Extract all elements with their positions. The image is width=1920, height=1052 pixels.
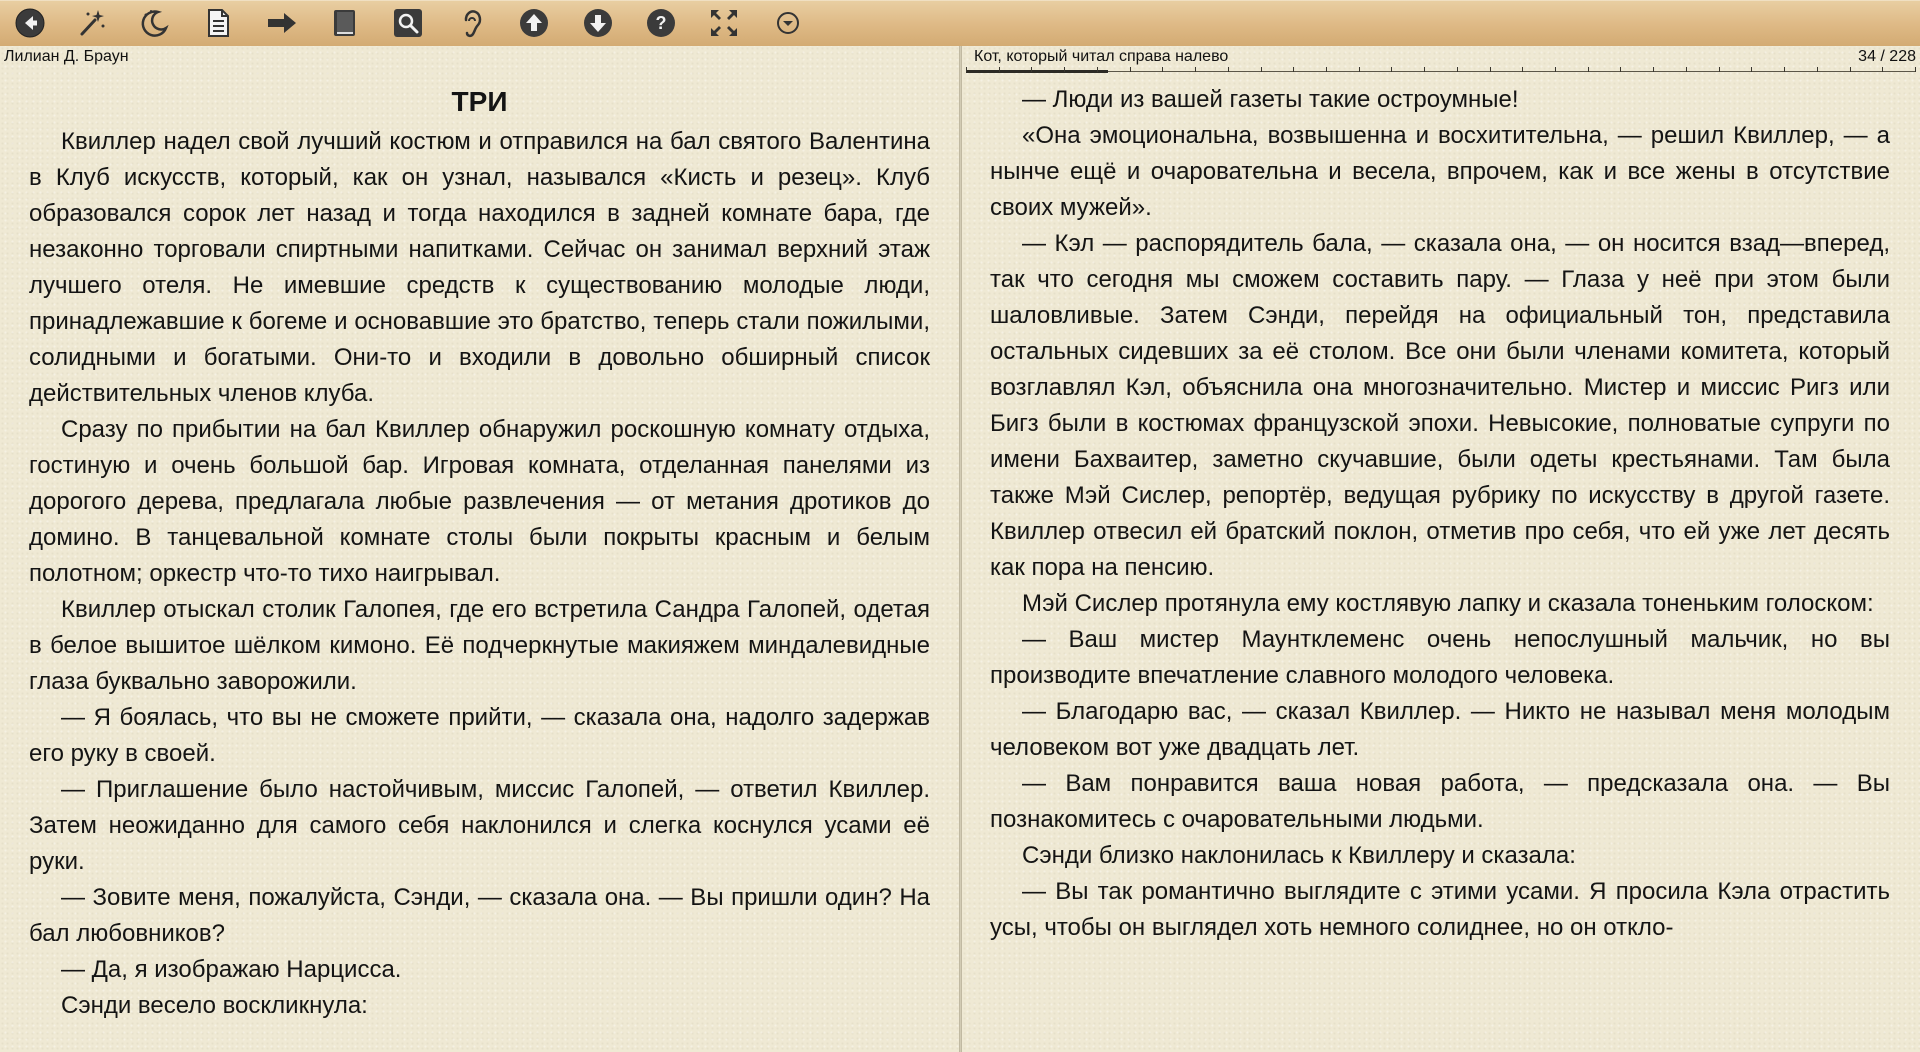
progress-tick (1719, 67, 1720, 72)
progress-tick (1097, 67, 1098, 72)
progress-tick (1850, 67, 1851, 72)
page-up-button[interactable] (516, 5, 552, 41)
paragraph: — Да, я изображаю Нарцисса. (61, 956, 402, 983)
book-icon (328, 7, 360, 39)
book-title-header: Кот, который читал справа налево (974, 48, 1229, 65)
ear-icon (456, 7, 488, 39)
progress-tick (1522, 67, 1523, 72)
progress-tick (1882, 67, 1883, 72)
paragraph: — Люди из вашей газеты такие остроумные! (1022, 86, 1519, 113)
progress-tick (1293, 67, 1294, 72)
toolbar (0, 0, 1920, 47)
progress-tick (1326, 67, 1327, 72)
progress-tick (1195, 67, 1196, 72)
paragraph: Сэнди близко наклонилась к Квиллеру и сказала: (1022, 842, 1576, 869)
page-down-button[interactable] (580, 5, 616, 41)
right-arrow-icon (266, 7, 298, 39)
left-page-text (29, 82, 930, 1024)
right-page-text (990, 82, 1890, 946)
paragraph: Мэй Сислер протянула ему костлявую лапку и сказала тоненьким голоском: (1022, 590, 1874, 617)
paragraph: Квиллер отыскал столик Галопея, где его встретила Сандра Галопей, одетая в белое вышитое шёлком кимоно. Её подчеркнутые макияжем миндалевидные глаза буквально заворожили. (29, 596, 930, 695)
document-icon (202, 7, 234, 39)
fullscreen-icon (708, 7, 740, 39)
progress-tick (1686, 67, 1687, 72)
paragraph: Квиллер надел свой лучший костюм и отправился на бал святого Валентина в Клуб искусств, который, как он узнал, назывался «Кисть и резец». Клуб образовался сорок лет назад и тогда находился в задней комнате бара, где незаконно торговали спиртными напитками. Сейчас он занимал верхний этаж лучшего отеля. Не имевшие средств к существованию молодые люди, принадлежавшие к богеме и основавшие это братство, теперь стали пожилыми, солидными и богатыми. Они-то и входили в довольно обширный список действительных членов клуба. (29, 128, 930, 407)
progress-tick (1424, 67, 1425, 72)
search-button[interactable] (390, 5, 426, 41)
paragraph: — Вы так романтично выглядите с этими усами. Я просила Кэла отрастить усы, чтобы он выглядел хоть немного солиднее, но он откло- (990, 878, 1890, 941)
progress-tick (1031, 67, 1032, 72)
progress-tick (1555, 67, 1556, 72)
progress-tick (1751, 67, 1752, 72)
help-icon (645, 7, 677, 39)
back-button[interactable] (12, 5, 48, 41)
chapter-title: ТРИ (451, 86, 508, 117)
contents-button[interactable] (200, 5, 236, 41)
paragraph: — Я боялась, что вы не сможете прийти, — сказала она, надолго задержав его руку в своей. (29, 704, 930, 767)
paragraph: — Ваш мистер Маунтклеменс очень непослушный мальчик, но вы производите впечатление славного молодого человека. (990, 626, 1890, 689)
progress-tick (1261, 67, 1262, 72)
paragraph: Сразу по прибытии на бал Квиллер обнаружил роскошную комнату отдыха, гостиную и очень большой бар. Игровая комната, отделанная панелями из дорогого дерева, предлагала любые развлечения — от метания дротиков до домино. В танцевальной комнате столы были покрыты красным и белым полотном; оркестр что-то тихо наигрывал. (29, 416, 930, 587)
reading-progress-bar[interactable] (966, 67, 1916, 75)
down-circle-icon (582, 7, 614, 39)
speech-button[interactable] (454, 5, 490, 41)
progress-tick (1784, 67, 1785, 72)
progress-tick (1064, 67, 1065, 72)
up-circle-icon (518, 7, 550, 39)
progress-tick (1359, 67, 1360, 72)
progress-tick (999, 67, 1000, 72)
paragraph: — Зовите меня, пожалуйста, Сэнди, — сказала она. — Вы пришли один? На бал любовников? (29, 884, 930, 947)
left-page[interactable] (0, 46, 959, 1052)
page-indicator: 34 / 228 (1858, 48, 1916, 65)
menu-button[interactable] (770, 5, 806, 41)
progress-tick (1620, 67, 1621, 72)
help-button[interactable] (643, 5, 679, 41)
paragraph: — Благодарю вас, — сказал Квиллер. — Никто не называл меня молодым человеком вот уже двадцать лет. (990, 698, 1890, 761)
chevron-down-circle-icon (772, 7, 804, 39)
progress-tick (1162, 67, 1163, 72)
moon-icon (138, 7, 170, 39)
back-arrow-icon (14, 7, 46, 39)
progress-tick (1457, 67, 1458, 72)
magic-wand-icon (76, 7, 108, 39)
paragraph: «Она эмоциональна, возвышенна и восхитительна, — решил Квиллер, — а нынче ещё и очаровательна и весела, впрочем, как и все жены в отсутствие своих мужей». (990, 122, 1890, 221)
right-page[interactable] (962, 46, 1920, 1052)
progress-tick (1588, 67, 1589, 72)
progress-track (966, 71, 1916, 72)
paragraph: — Кэл — распорядитель бала, — сказала она, — он носится взад—вперед, так что сегодня мы сможем составить пару. — Глаза у неё при этом были шаловливые. Затем Сэнди, перейдя на официальный тон, представила остальных сидевших за её столом. Все они были членами комитета, который возглавлял Кэл, объяснила она многозначительно. Мистер и миссис Ригз или Бигз были в костюмах французской эпохи. Невысокие, полноватые супруги по имени Бахваитер, заметно скучавшие, были одеты крестьянами. Там была также Мэй Сислер, репортёр, ведущая рубрику по искусству в другой газете. Квиллер отвесил ей братский поклон, отметив про себя, что ей уже лет десять как пора на пенсию. (990, 230, 1890, 581)
progress-tick (1653, 67, 1654, 72)
paragraph: — Приглашение было настойчивым, миссис Галопей, — ответил Квиллер. Затем неожиданно для самого себя наклонился и слегка коснулся усами её руки. (29, 776, 930, 875)
fullscreen-button[interactable] (706, 5, 742, 41)
progress-tick (1915, 67, 1916, 72)
bookmarks-button[interactable] (326, 5, 362, 41)
progress-tick (1391, 67, 1392, 72)
night-mode-button[interactable] (136, 5, 172, 41)
paragraph: Сэнди весело воскликнула: (61, 992, 368, 1019)
progress-tick (1130, 67, 1131, 72)
progress-tick (1490, 67, 1491, 72)
progress-tick (966, 67, 967, 72)
goto-button[interactable] (264, 5, 300, 41)
progress-tick (1228, 67, 1229, 72)
search-icon (392, 7, 424, 39)
magic-wand-button[interactable] (74, 5, 110, 41)
paragraph: — Вам понравится ваша новая работа, — предсказала она. — Вы познакомитесь с очаровательными людьми. (990, 770, 1890, 833)
author-header: Лилиан Д. Браун (4, 48, 129, 65)
progress-fill (966, 70, 1108, 73)
svg-text:?: ? (655, 13, 667, 33)
progress-tick (1817, 67, 1818, 72)
